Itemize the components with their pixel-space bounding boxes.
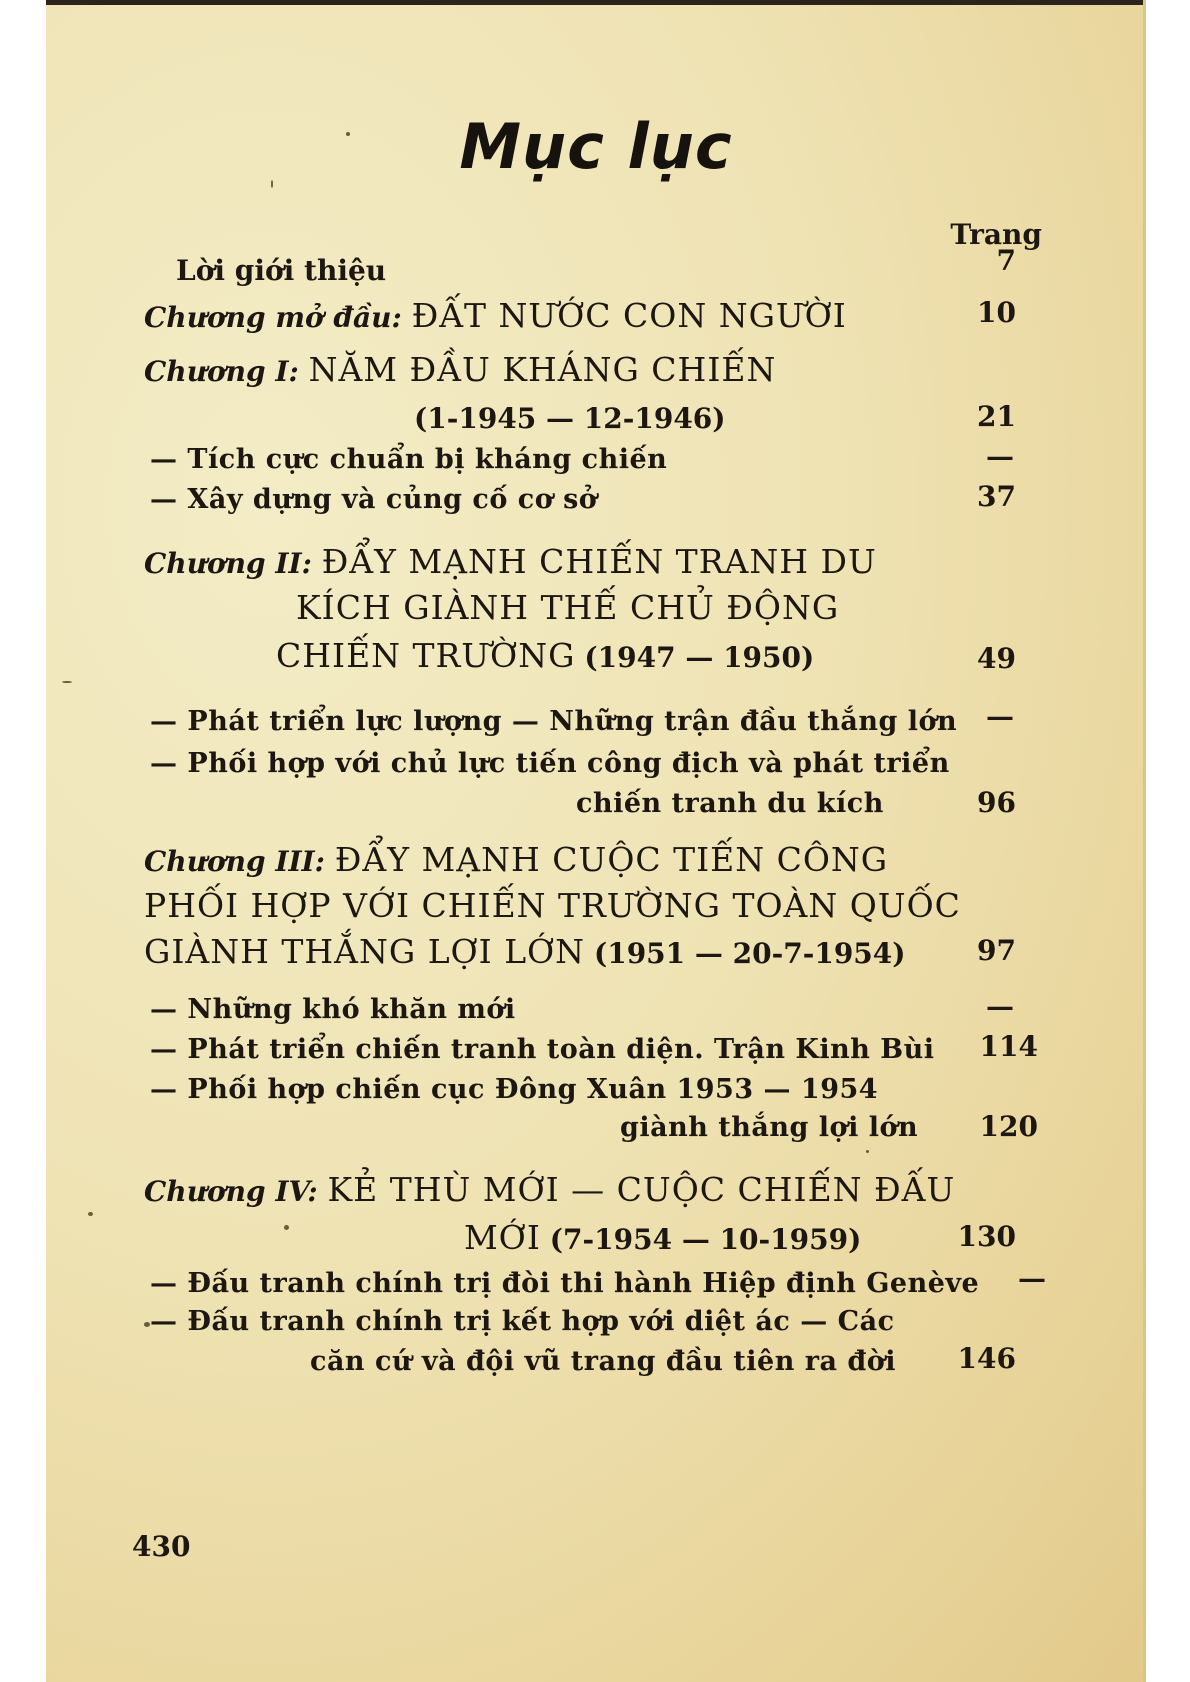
chapter-title-text: GIÀNH THẮNG LỢI LỚN xyxy=(144,932,586,971)
toc-chapter-1: Chương I: NĂM ĐẦU KHÁNG CHIẾN xyxy=(144,350,777,389)
toc-section-page: 37 xyxy=(977,480,1016,513)
chapter-label: Chương IV xyxy=(144,1175,308,1208)
toc-section: — Đấu tranh chính trị kết hợp với diệt ác — Các xyxy=(150,1306,895,1337)
toc-section: — Phát triển chiến tranh toàn diện. Trận Kinh Bùi xyxy=(150,1034,935,1065)
toc-section-cont: chiến tranh du kích xyxy=(576,788,884,819)
toc-chapter-3: Chương III: ĐẨY MẠNH CUỘC TIẾN CÔNG xyxy=(144,840,889,879)
toc-chapter-1-years: (1-1945 — 12-1946) xyxy=(414,402,726,435)
page-number: 430 xyxy=(132,1530,191,1563)
toc-section: — Đấu tranh chính trị đòi thi hành Hiệp định Genève xyxy=(150,1268,980,1299)
page-right-edge xyxy=(1143,0,1146,1682)
toc-section-cont: giành thắng lợi lớn xyxy=(620,1112,919,1143)
chapter-title-line: PHỐI HỢP VỚI CHIẾN TRƯỜNG TOÀN QUỐC xyxy=(144,886,961,925)
chapter-title-text: CHIẾN TRƯỜNG xyxy=(276,636,576,675)
chapter-years: (1951 — 20-7-1954) xyxy=(593,937,906,970)
chapter-title-line xyxy=(144,932,906,971)
toc-chapter-4: Chương IV: KẺ THÙ MỚI — CUỘC CHIẾN ĐẤU xyxy=(144,1170,956,1209)
chapter-title-line xyxy=(276,636,814,675)
page-column-header: Trang xyxy=(950,218,1042,251)
page-top-edge xyxy=(46,0,1146,5)
toc-chapter-2-page: 49 xyxy=(977,642,1016,675)
toc-section-page: 114 xyxy=(979,1030,1038,1063)
page-title: Mục lục xyxy=(459,110,733,183)
chapter-years: (7-1954 — 10-1959) xyxy=(549,1223,862,1256)
chapter-title: NĂM ĐẦU KHÁNG CHIẾN xyxy=(308,350,777,389)
toc-section: — Phát triển lực lượng — Những trận đầu thắng lớn xyxy=(150,706,958,737)
chapter-years: (1947 — 1950) xyxy=(584,641,815,674)
toc-section-page: 120 xyxy=(979,1110,1038,1143)
chapter-title-line: KÍCH GIÀNH THẾ CHỦ ĐỘNG xyxy=(296,588,840,627)
toc-section-page: — xyxy=(986,990,1014,1023)
chapter-label: Chương II xyxy=(144,547,302,580)
chapter-title-line xyxy=(464,1218,861,1257)
toc-section-page: — xyxy=(1018,1262,1046,1295)
paper-speck xyxy=(271,180,273,188)
toc-chapter-intro-page: 10 xyxy=(977,296,1016,329)
toc-section-page: 146 xyxy=(957,1342,1016,1375)
paper-speck xyxy=(284,1225,289,1230)
chapter-title: ĐẨY MẠNH CUỘC TIẾN CÔNG xyxy=(334,840,889,879)
chapter-label: Chương I xyxy=(144,355,289,388)
toc-section-page: — xyxy=(986,700,1014,733)
toc-section-page: — xyxy=(986,440,1014,473)
chapter-title-text: MỚI xyxy=(464,1218,541,1257)
toc-section: — Phối hợp với chủ lực tiến công địch và phát triển xyxy=(150,748,950,779)
paper-speck xyxy=(88,1212,93,1216)
book-page xyxy=(46,0,1146,1682)
toc-chapter-2: Chương II: ĐẨY MẠNH CHIẾN TRANH DU xyxy=(144,542,877,581)
chapter-title: KẺ THÙ MỚI — CUỘC CHIẾN ĐẤU xyxy=(327,1170,956,1209)
paper-speck xyxy=(62,681,72,683)
chapter-title: ĐẤT NƯỚC CON NGƯỜI xyxy=(411,296,847,335)
chapter-label: Chương mở đầu xyxy=(144,301,392,334)
paper-speck xyxy=(866,1150,869,1153)
paper-speck xyxy=(144,1322,150,1327)
toc-section: — Tích cực chuẩn bị kháng chiến xyxy=(150,444,668,475)
toc-chapter-intro: Chương mở đầu: ĐẤT NƯỚC CON NGƯỜI xyxy=(144,296,847,335)
toc-intro-page: 7 xyxy=(996,244,1016,277)
toc-section-page: 96 xyxy=(977,786,1016,819)
paper-speck xyxy=(346,132,350,136)
chapter-title: ĐẨY MẠNH CHIẾN TRANH DU xyxy=(321,542,877,581)
toc-section-cont: căn cứ và đội vũ trang đầu tiên ra đời xyxy=(310,1346,896,1377)
toc-chapter-4-page: 130 xyxy=(957,1220,1016,1253)
toc-section: — Xây dựng và củng cố cơ sở xyxy=(150,484,598,515)
chapter-label: Chương III xyxy=(144,845,315,878)
toc-intro: Lời giới thiệu xyxy=(176,254,387,287)
toc-chapter-1-page: 21 xyxy=(977,400,1016,433)
toc-section: — Những khó khăn mới xyxy=(150,994,516,1025)
toc-section: — Phối hợp chiến cục Đông Xuân 1953 — 1954 xyxy=(150,1074,879,1105)
toc-chapter-3-page: 97 xyxy=(977,934,1016,967)
